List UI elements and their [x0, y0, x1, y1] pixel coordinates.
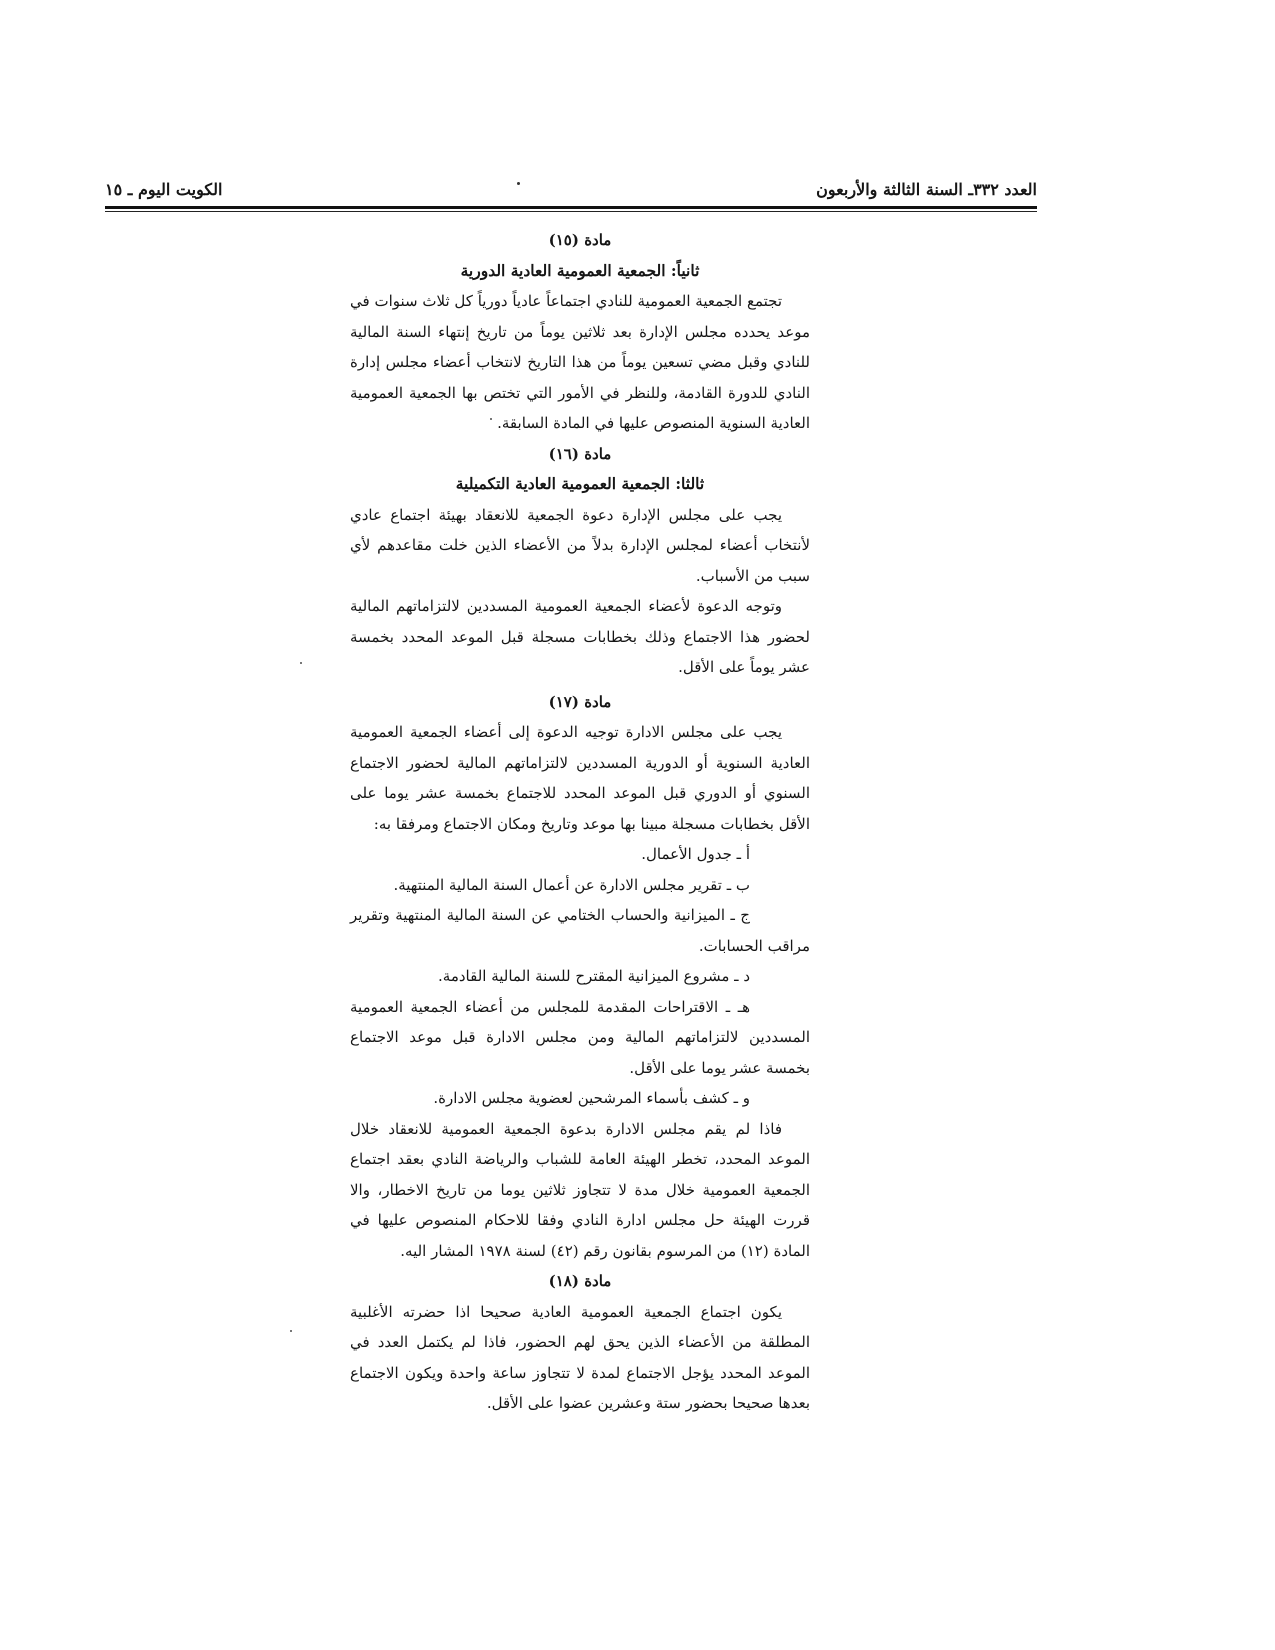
scan-speck [490, 418, 492, 420]
text-column [350, 225, 810, 1419]
publication-page-number: الكويت اليوم ـ ١٥ [105, 180, 223, 199]
article-17-paragraph-2: فاذا لم يقم مجلس الادارة بدعوة الجمعية العمومية للانعقاد خلال الموعد المحدد، تخطر الهيئة العامة للشباب والرياضة النادي بعقد اجتماع الجمعية العمومية خلال مدة لا تتجاوز ثلاثين يوما من تاريخ الاخطار، والا قررت الهيئة حل مجلس ادارة النادي وفقا للاحكام المنصوص عليها في المادة (١٢) من المرسوم بقانون رقم (٤٢) لسنة ١٩٧٨ المشار اليه. [350, 1119, 810, 1260]
article-17-item-e: هـ ـ الاقتراحات المقدمة للمجلس من أعضاء الجمعية العمومية المسددين لالتزاماتهم المالية ومن مجلس الادارة قبل موعد الاجتماع بخمسة عشر يوما على الأقل. [350, 997, 810, 1077]
article-16-title: مادة (١٦) [548, 444, 612, 463]
article-18 [350, 1266, 810, 1419]
article-15 [350, 225, 810, 439]
article-16-paragraph-1: يجب على مجلس الإدارة دعوة الجمعية للانعقاد بهيئة اجتماع عادي لأنتخاب أعضاء لمجلس الإدارة بدلاً من الأعضاء الذين خلت مقاعدهم لأي سبب من الأسباب. [350, 505, 810, 585]
article-15-title: مادة (١٥) [548, 231, 612, 249]
article-17-paragraph-1: يجب على مجلس الادارة توجيه الدعوة إلى أعضاء الجمعية العمومية العادية السنوية أو الدورية المسددين لالتزاماتهم المالية لحضور الاجتماع السنوي أو الدوري قبل الموعد المحدد للاجتماع بخمسة عشر يوما على الأقل بخطابات مسجلة مبينا بها موعد وتاريخ ومكان الاجتماع ومرفقا به: [350, 723, 810, 833]
page-header [105, 180, 1037, 204]
article-17-title: مادة (١٧) [548, 692, 612, 711]
article-16-subtitle: ثالثا: الجمعية العمومية العادية التكميلية [455, 474, 705, 493]
header-dot [517, 182, 520, 185]
article-15-paragraph: تجتمع الجمعية العمومية للنادي اجتماعاً عادياً دورياً كل ثلاث سنوات في موعد يحدده مجلس الإدارة بعد ثلاثين يوماً من تاريخ إنتهاء السنة المالية للنادي وقبل مضي تسعين يوماً من هذا التاريخ لانتخاب أعضاء مجلس إدارة النادي للدورة القادمة، وللنظر في الأمور التي تختص بها الجمعية العمومية العادية السنوية المنصوص عليها في المادة السابقة. [350, 292, 810, 432]
article-17-item-c: ج ـ الميزانية والحساب الختامي عن السنة المالية المنتهية وتقرير مراقب الحسابات. [350, 906, 810, 955]
article-18-title: مادة (١٨) [548, 1272, 612, 1290]
article-17-item-d: د ـ مشروع الميزانية المقترح للسنة المالية القادمة. [438, 967, 750, 985]
article-15-subtitle: ثانياً: الجمعية العمومية العادية الدورية [460, 260, 700, 280]
scan-speck [290, 1330, 292, 1332]
article-17-item-a: أ ـ جدول الأعمال. [641, 845, 750, 863]
header-rule-thick [105, 206, 1037, 209]
article-18-paragraph: يكون اجتماع الجمعية العمومية العادية صحيحا اذا حضرته الأغلبية المطلقة من الأعضاء الذين يحق لهم الحضور، فاذا لم يكتمل العدد في الموعد المحدد يؤجل الاجتماع لمدة لا تتجاوز ساعة واحدة ويكون الاجتماع بعدها صحيحا بحضور ستة وعشرين عضوا على الأقل. [350, 1302, 810, 1412]
article-17-item-b: ب ـ تقرير مجلس الادارة عن أعمال السنة المالية المنتهية. [393, 875, 750, 894]
scan-speck [300, 662, 302, 664]
article-16-paragraph-2: وتوجه الدعوة لأعضاء الجمعية العمومية المسددين لالتزاماتهم المالية لحضور هذا الاجتماع وذلك بخطابات مسجلة قبل الموعد المحدد بخمسة عشر يوماً على الأقل. [350, 597, 810, 676]
article-17-item-f: و ـ كشف بأسماء المرشحين لعضوية مجلس الادارة. [433, 1089, 750, 1107]
issue-info: العدد ٣٣٢ـ السنة الثالثة والأربعون [816, 180, 1037, 199]
header-rule-thin [105, 211, 1037, 212]
article-16 [350, 439, 810, 683]
article-17 [350, 687, 810, 1267]
